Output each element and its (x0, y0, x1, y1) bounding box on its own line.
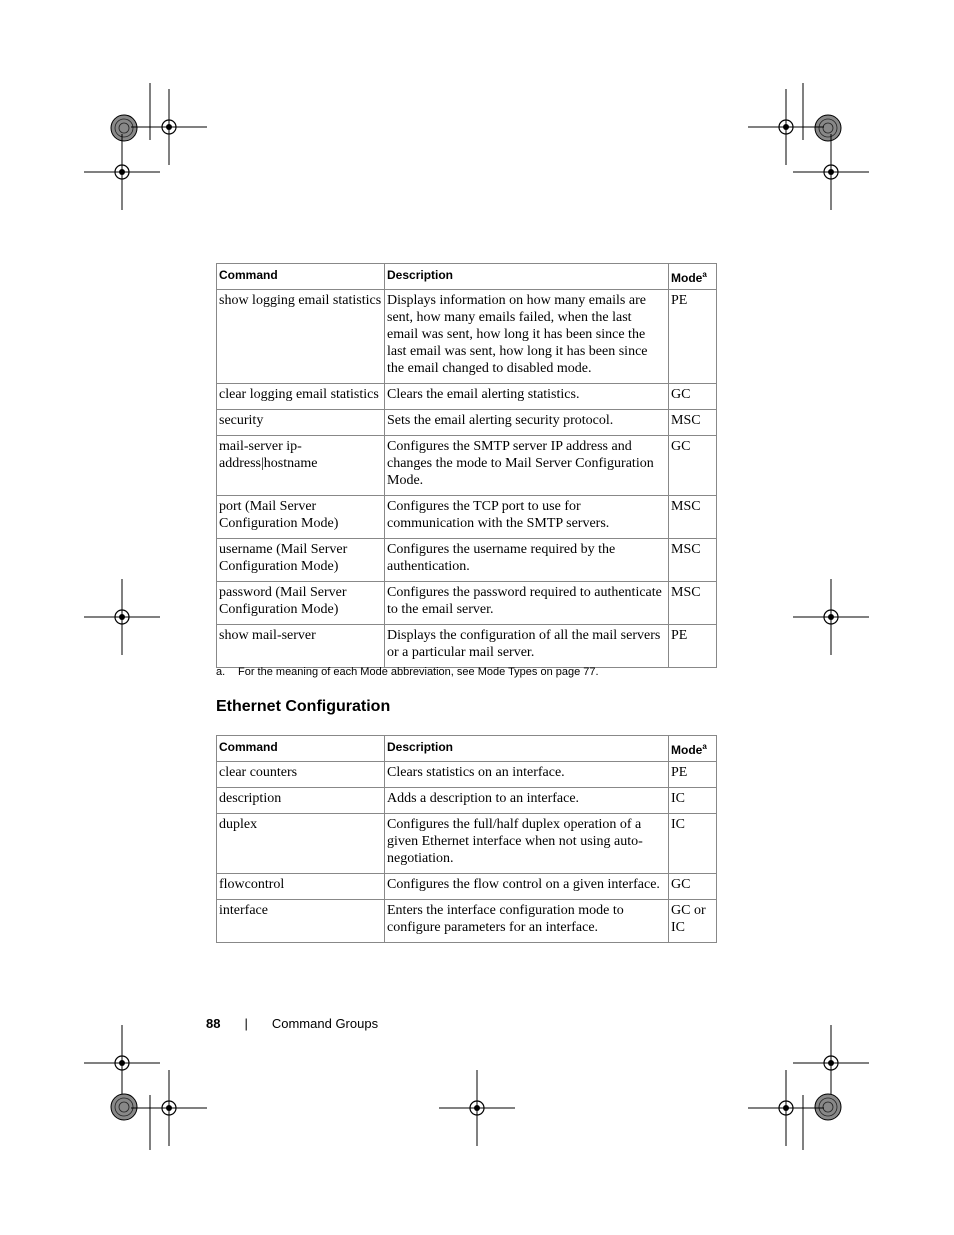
table-row (217, 290, 717, 384)
footnote-text: For the meaning of each Mode abbreviation, see Mode Types on page 77. (238, 666, 599, 678)
cell-command: mail-server ip-address|hostname (217, 436, 385, 496)
table-header-row (217, 736, 717, 762)
crosshair-icon (131, 1070, 207, 1146)
footer-section-name: Command Groups (271, 1016, 379, 1031)
cell-mode: MSC (669, 582, 717, 625)
cell-description: Adds a description to an interface. (385, 788, 669, 814)
cell-command: password (Mail Server Configuration Mode) (217, 582, 385, 625)
header-command: Command (217, 264, 385, 290)
table-row (217, 436, 717, 496)
crosshair-icon (439, 1070, 515, 1146)
cell-command: clear logging email statistics (217, 384, 385, 410)
registration-burst-icon (815, 1094, 841, 1120)
email-commands-table (216, 263, 717, 668)
ethernet-commands-table (216, 735, 717, 943)
footnote-ref: a (702, 270, 707, 279)
cell-mode: PE (669, 625, 717, 668)
cell-description: Configures the TCP port to use for communication with the SMTP servers. (385, 496, 669, 539)
cell-mode: PE (669, 290, 717, 384)
registration-burst-icon (111, 115, 137, 141)
cell-mode: MSC (669, 410, 717, 436)
header-mode: Mode$^a$ (669, 736, 717, 762)
cell-command: port (Mail Server Configuration Mode) (217, 496, 385, 539)
cell-mode: GC (669, 436, 717, 496)
cell-mode: GC (669, 384, 717, 410)
page-number: 88 (206, 1016, 221, 1031)
cell-mode: MSC (669, 496, 717, 539)
header-command: Command (217, 736, 385, 762)
cell-description: Configures the SMTP server IP address and changes the mode to Mail Server Configuration Mode. (385, 436, 669, 496)
table-row (217, 410, 717, 436)
table-row (217, 814, 717, 874)
crosshair-icon (84, 1025, 160, 1101)
crosshair-icon (84, 579, 160, 655)
cell-command: description (217, 788, 385, 814)
table-row (217, 874, 717, 900)
cell-description: Sets the email alerting security protocol. (385, 410, 669, 436)
header-description: Description (385, 264, 669, 290)
table-row (217, 788, 717, 814)
crosshair-icon (84, 134, 160, 210)
cell-description: Clears statistics on an interface. (385, 762, 669, 788)
page-footer (206, 1016, 378, 1031)
cell-mode: PE (669, 762, 717, 788)
header-mode: Mode$^a$ (669, 264, 717, 290)
crosshair-icon (793, 579, 869, 655)
registration-burst-icon (111, 1094, 137, 1120)
cell-description: Configures the password required to authenticate to the email server. (385, 582, 669, 625)
crosshair-icon (793, 134, 869, 210)
cell-command: duplex (217, 814, 385, 874)
cell-command: security (217, 410, 385, 436)
cell-description: Configures the flow control on a given interface. (385, 874, 669, 900)
crosshair-icon (748, 1070, 824, 1146)
footnote-ref: a (702, 742, 707, 751)
cell-command: show mail-server (217, 625, 385, 668)
cell-description: Displays information on how many emails are sent, how many emails failed, when the last email was sent, how long it has been since the last email was sent, how long it has been since the email changed to disabled mode. (385, 290, 669, 384)
footnote-marker: a. (216, 666, 226, 678)
cell-mode: IC (669, 814, 717, 874)
registration-burst-icon (815, 115, 841, 141)
table-row (217, 900, 717, 943)
cell-mode: GC (669, 874, 717, 900)
cell-description: Clears the email alerting statistics. (385, 384, 669, 410)
cell-description: Displays the configuration of all the mail servers or a particular mail server. (385, 625, 669, 668)
cell-command: interface (217, 900, 385, 943)
footer-separator: | (244, 1016, 248, 1031)
table-row (217, 539, 717, 582)
cell-command: clear counters (217, 762, 385, 788)
table-row (217, 625, 717, 668)
cell-description: Configures the username required by the authentication. (385, 539, 669, 582)
header-description: Description (385, 736, 669, 762)
cell-description: Enters the interface configuration mode to configure parameters for an interface. (385, 900, 669, 943)
cell-mode: IC (669, 788, 717, 814)
table-header-row (217, 264, 717, 290)
cell-mode: GC or IC (669, 900, 717, 943)
crosshair-icon (131, 89, 207, 165)
table-row (217, 496, 717, 539)
table-row (217, 384, 717, 410)
section-title: Ethernet Configuration (216, 698, 391, 715)
crosshair-icon (748, 89, 824, 165)
cell-command: flowcontrol (217, 874, 385, 900)
cell-command: show logging email statistics (217, 290, 385, 384)
table-footnote (216, 666, 599, 678)
cell-command: username (Mail Server Configuration Mode) (217, 539, 385, 582)
table-row (217, 762, 717, 788)
cell-description: Configures the full/half duplex operation of a given Ethernet interface when not using auto-negotiation. (385, 814, 669, 874)
cell-mode: MSC (669, 539, 717, 582)
table-row (217, 582, 717, 625)
crosshair-icon (793, 1025, 869, 1101)
